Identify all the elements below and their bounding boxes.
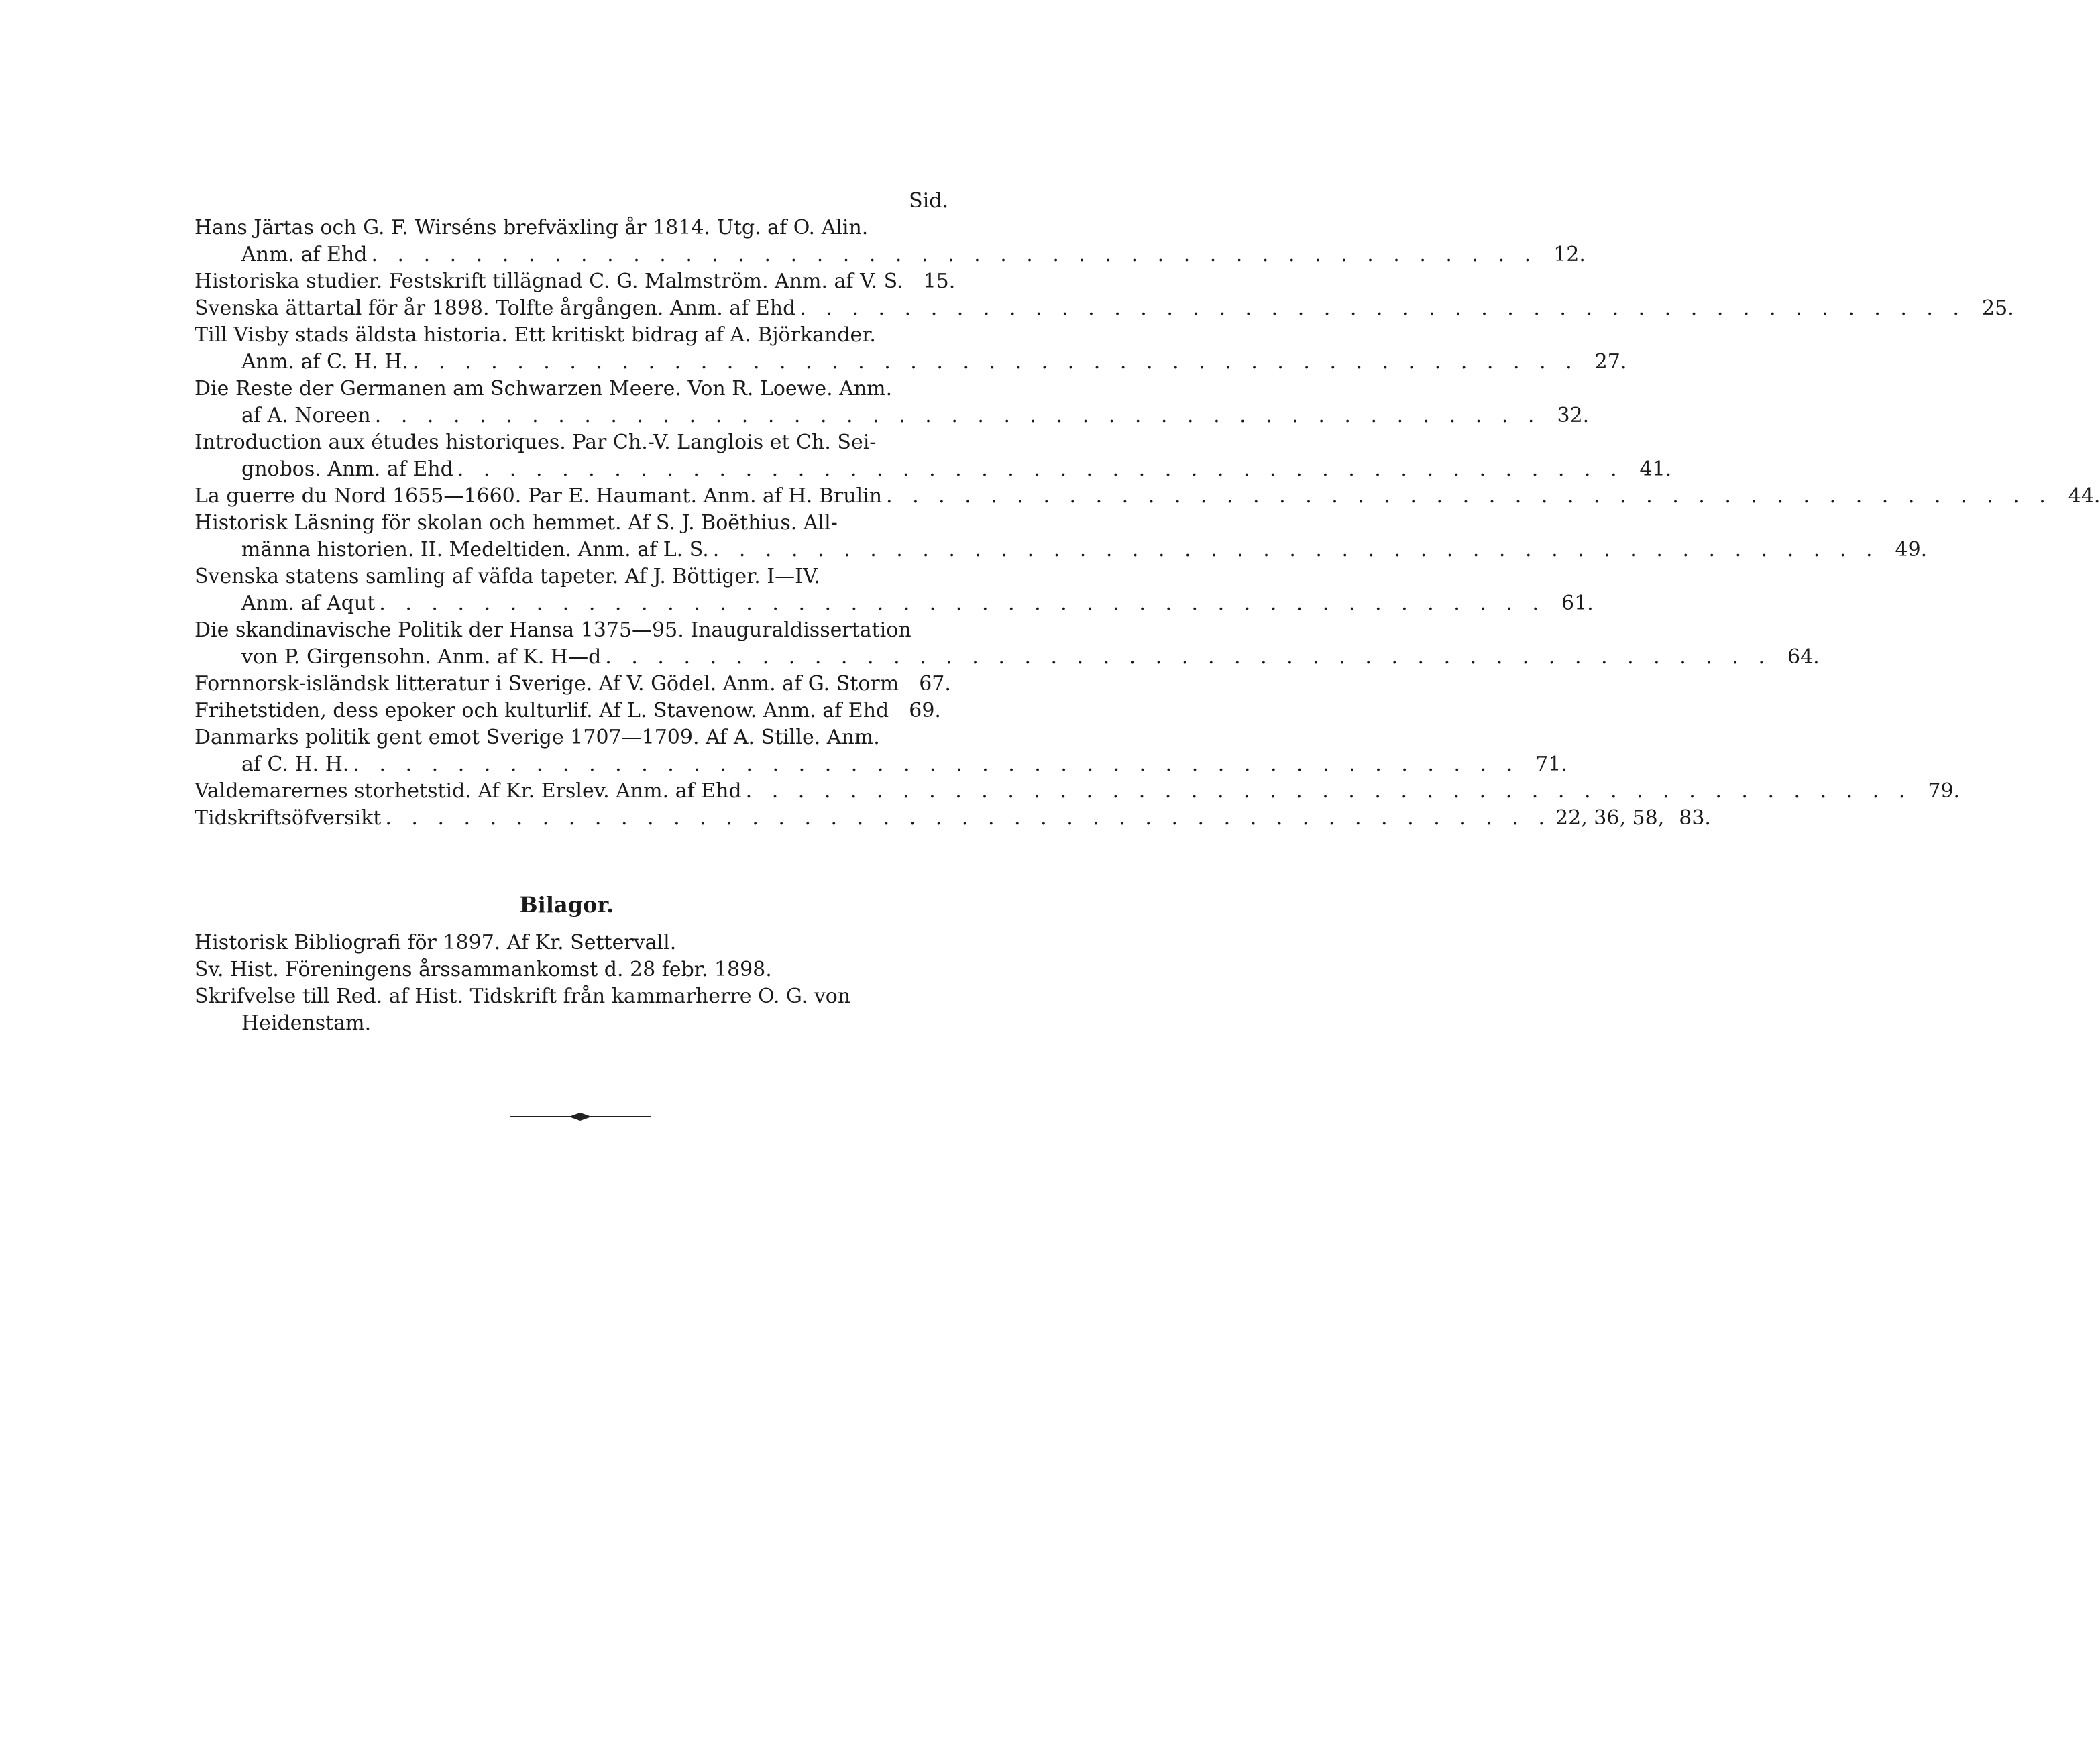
entry-line xyxy=(195,778,1960,805)
page-number: 69. xyxy=(909,699,941,722)
leader-dots: . . . . . . . . . . . . . . . . . . . . . . . . . . . . . . . . . . . . . . . . . . . . . xyxy=(799,296,1967,320)
page-number: 79. xyxy=(1928,779,1960,803)
leader-dots: . . . . . . . . . . . . . . . . . . . . . . . . . . . . . . . . . . . . . . . . . . . . . xyxy=(374,404,1541,427)
entry-line xyxy=(195,429,939,456)
entry-title: Svenska ättartal för år 1898. Tolfte årgången. Anm. af Ehd xyxy=(195,296,796,320)
toc-entry xyxy=(195,724,1567,778)
toc-entry xyxy=(195,778,1960,805)
toc-entry xyxy=(195,429,1672,483)
appendix-item: Skrifvelse till Red. af Hist. Tidskrift från kammarherre O. G. von xyxy=(195,985,851,1008)
entry-title: Hans Järtas och G. F. Wirséns brefväxling år 1814. Utg. af O. Alin. xyxy=(195,216,869,239)
entry-line xyxy=(195,295,2014,322)
entry-line xyxy=(195,456,1672,483)
toc-entry xyxy=(195,698,939,724)
toc-entry xyxy=(195,295,2014,322)
entry-line xyxy=(195,241,1586,268)
entry-line xyxy=(195,268,956,295)
appendix-heading: Bilagor. xyxy=(519,892,614,918)
leader-dots: . . . . . . . . . . . . . . . . . . . . . . . . . . . . . . . . . . . . . . . . . . . . . xyxy=(371,243,1538,266)
leader-dots: . . . . . . . . . . . . . . . . . . . . . . . . . . . . . . . . . . . . . . . . . . . . . xyxy=(353,753,1520,776)
toc-entry xyxy=(195,483,2100,510)
entry-line xyxy=(195,590,1594,617)
page-number: 15. xyxy=(923,270,956,293)
toc-entry xyxy=(195,322,1627,376)
appendix-item: Sv. Hist. Föreningens årssammankomst d. 28 febr. 1898. xyxy=(195,958,772,981)
entry-title-continued: gnobos. Anm. af Ehd xyxy=(241,457,453,481)
appendix-item: Historisk Bibliografi för 1897. Af Kr. Settervall. xyxy=(195,931,677,954)
entry-line xyxy=(195,537,1928,563)
entry-line xyxy=(195,805,1711,832)
toc-entry xyxy=(195,563,1594,617)
entry-title-continued: af C. H. H. xyxy=(241,753,349,776)
leader-dots: . . . . . . . . . . . . . . . . . . . . . . . . . . . . . . . . . . . . . . . . . . . . . xyxy=(412,350,1579,374)
entry-line xyxy=(195,563,939,590)
page-number: 67. xyxy=(919,672,951,696)
page-number: 64. xyxy=(1787,645,1820,669)
toc-entry xyxy=(195,215,1586,268)
toc-entry xyxy=(195,268,956,295)
toc-entry xyxy=(195,376,1590,429)
entry-title: Svenska statens samling af väfda tapeter. Af J. Böttiger. I—IV. xyxy=(195,565,820,588)
page-number: 71. xyxy=(1535,753,1567,776)
page-number: 32. xyxy=(1557,404,1590,427)
page-column-header: Sid. xyxy=(909,189,948,213)
entry-line xyxy=(195,376,939,402)
leader-dots: . . . . . . . . . . . . . . . . . . . . . . . . . . . . . . . . . . . . . . . . . . . . . xyxy=(605,645,1771,669)
page-number: 61. xyxy=(1561,592,1594,615)
entry-title: Fornnorsk-isländsk litteratur i Sverige. Af V. Gödel. Anm. af G. Storm xyxy=(195,672,899,696)
appendix-item: Heidenstam. xyxy=(241,1011,372,1035)
page-number: 27. xyxy=(1594,350,1627,374)
entry-title: Die Reste der Germanen am Schwarzen Meere. Von R. Loewe. Anm. xyxy=(195,377,893,400)
page-number: 12. xyxy=(1553,243,1586,266)
page-number: 49. xyxy=(1895,538,1928,561)
entry-line xyxy=(195,510,939,537)
entry-line xyxy=(195,751,1567,778)
entry-title: Introduction aux études historiques. Par Ch.-V. Langlois et Ch. Sei- xyxy=(195,431,877,454)
toc-entries xyxy=(195,215,2100,832)
entry-title: Die skandinavische Politik der Hansa 1375—95. Inauguraldissertation xyxy=(195,618,911,642)
entry-line xyxy=(195,724,939,751)
entry-line xyxy=(195,671,951,698)
entry-title: Historisk Läsning för skolan och hemmet. Af S. J. Boëthius. All- xyxy=(195,511,838,535)
entry-title-continued: von P. Girgensohn. Anm. af K. H—d xyxy=(241,645,602,669)
entry-title: Historiska studier. Festskrift tillägnad C. G. Malmström. Anm. af V. S. xyxy=(195,270,903,293)
leader-dots: . . . . . . . . . . . . . . . . . . . . . . . . . . . . . . . . . . . . . . . . . . . . . xyxy=(886,484,2052,508)
leader-dots: . . . . . . . . . . . . . . . . . . . . . . . . . . . . . . . . . . . . . . . . . . . . . xyxy=(745,779,1912,803)
toc-entry xyxy=(195,805,1711,832)
leader-dots: . . . . . . . . . . . . . . . . . . . . . . . . . . . . . . . . . . . . . . . . . . . . . xyxy=(712,538,1879,561)
entry-title: Frihetstiden, dess epoker och kulturlif. Af L. Stavenow. Anm. af Ehd xyxy=(195,699,889,722)
entry-line xyxy=(195,349,1627,376)
toc-entry xyxy=(195,671,951,698)
entry-line xyxy=(195,483,2100,510)
entry-line xyxy=(195,617,939,644)
entry-title: Danmarks politik gent emot Sverige 1707—1709. Af A. Stille. Anm. xyxy=(195,726,880,749)
table-of-contents xyxy=(195,188,2100,1037)
page-number: 41. xyxy=(1639,457,1672,481)
extra-page-numbers: 22, 36, 58, xyxy=(1555,806,1665,830)
toc-entry xyxy=(195,617,1820,671)
entry-line xyxy=(195,644,1820,671)
page-number: 83. xyxy=(1679,806,1711,830)
entry-title: La guerre du Nord 1655—1660. Par E. Haumant. Anm. af H. Brulin xyxy=(195,484,883,508)
page-number: 44. xyxy=(2068,484,2100,508)
ornamental-rule xyxy=(510,1107,651,1127)
entry-title-continued: Anm. af C. H. H. xyxy=(241,350,408,374)
toc-entry xyxy=(195,510,1928,563)
leader-dots: . . . . . . . . . . . . . . . . . . . . . . . . . . . . . . . . . . . . . . . . . . . . . xyxy=(379,592,1545,615)
appendix-list xyxy=(195,930,939,1037)
entry-line xyxy=(195,322,939,349)
leader-dots: . . . . . . . . . . . . . . . . . . . . . . . . . . . . . . . . . . . . . . . . . . . . . xyxy=(385,806,1552,830)
page-number: 25. xyxy=(1982,296,2014,320)
leader-dots: . . . . . . . . . . . . . . . . . . . . . . . . . . . . . . . . . . . . . . . . . . . . . xyxy=(457,457,1624,481)
entry-line xyxy=(195,215,939,241)
entry-title: Valdemarernes storhetstid. Af Kr. Erslev. Anm. af Ehd xyxy=(195,779,742,803)
entry-title-continued: männa historien. II. Medeltiden. Anm. af L. S. xyxy=(241,538,709,561)
entry-line xyxy=(195,698,939,724)
entry-title-continued: Anm. af Aqut xyxy=(241,592,376,615)
entry-title: Tidskriftsöfversikt xyxy=(195,806,382,830)
entry-line xyxy=(195,402,1590,429)
entry-title-continued: af A. Noreen xyxy=(241,404,371,427)
entry-title-continued: Anm. af Ehd xyxy=(241,243,368,266)
entry-title: Till Visby stads äldsta historia. Ett kritiskt bidrag af A. Björkander. xyxy=(195,323,876,347)
